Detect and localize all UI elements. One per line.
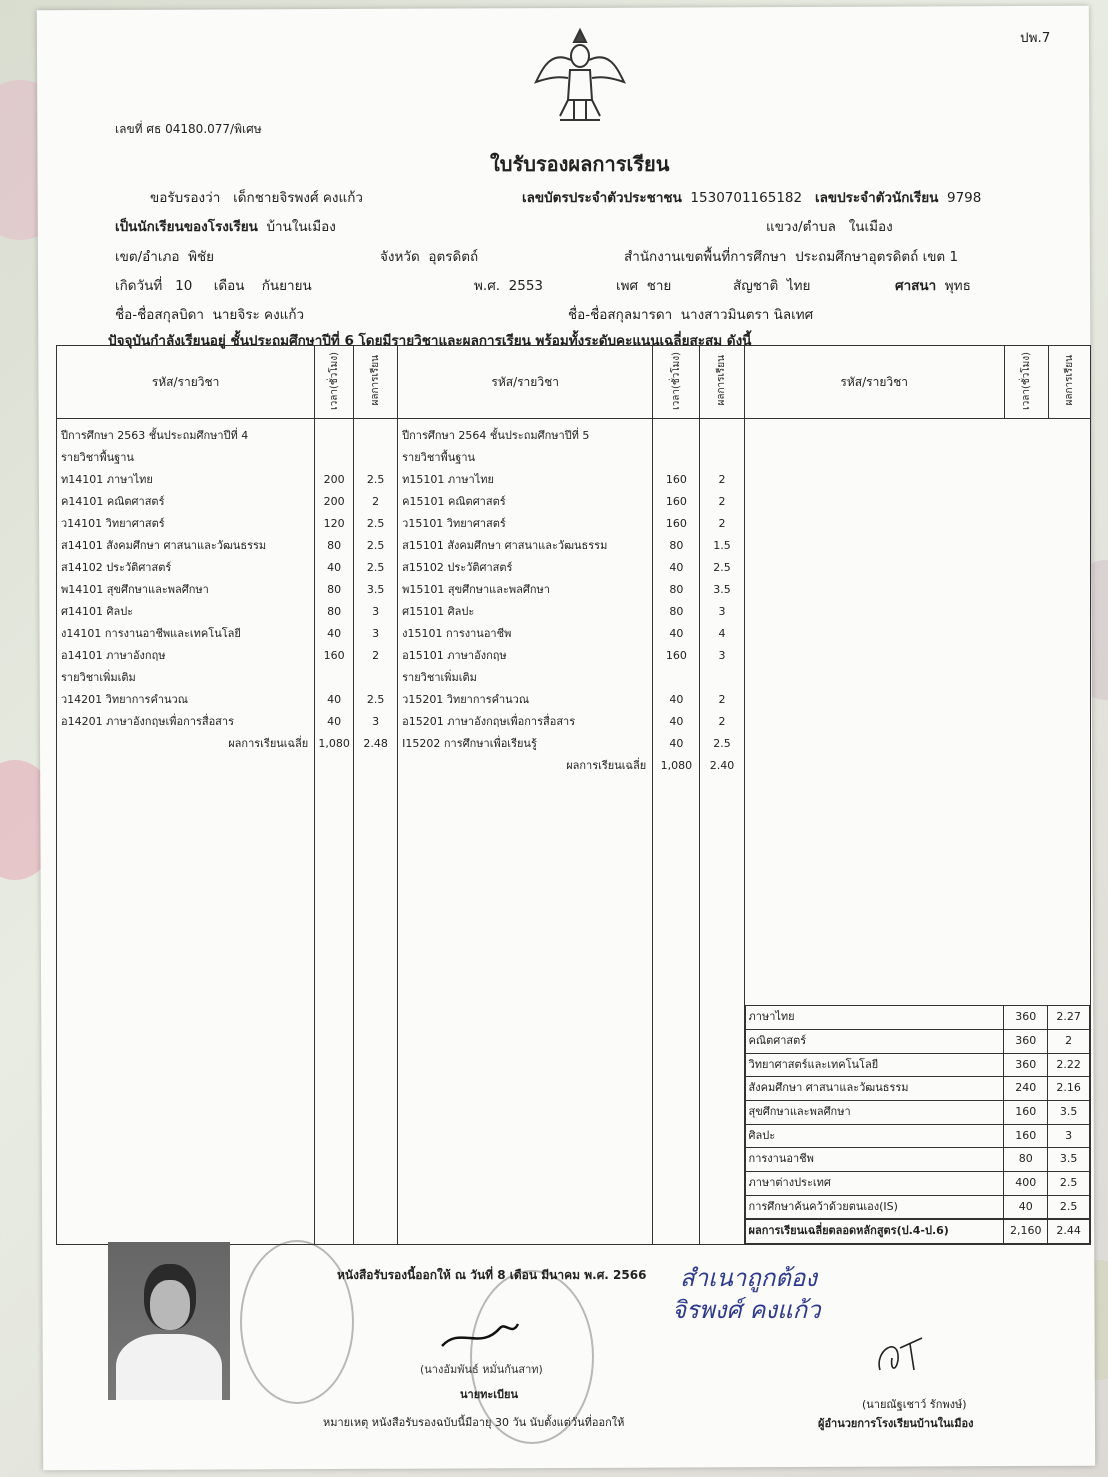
birth-day: 10: [175, 278, 193, 294]
nation-label: สัญชาติ: [733, 278, 779, 294]
subject-entry: ปีการศึกษา 2563 ชั้นประถมศึกษาปีที่ 4: [61, 429, 249, 442]
religion: พุทธ: [944, 278, 971, 294]
grade-value: 2: [718, 495, 726, 508]
hours-value: [315, 447, 353, 469]
summary-row: [745, 1195, 1089, 1219]
birth-line: [115, 274, 312, 296]
year4-grades: [354, 419, 398, 1245]
summary-subject: ศิลปะ: [745, 1124, 1004, 1148]
student-name: เด็กชายจิรพงศ์ คงแก้ว: [233, 190, 363, 206]
document-number: เลขที่ ศธ 04180.077/พิเศษ: [115, 122, 262, 136]
hours-value: 40: [327, 693, 342, 706]
summary-grade: 2.5: [1048, 1195, 1090, 1219]
father-line: [115, 303, 304, 325]
hours-value: 80: [669, 583, 684, 596]
sex-label: เพศ: [616, 278, 639, 294]
grade-value: 3: [372, 605, 380, 618]
summary-grade: 2.5: [1048, 1171, 1090, 1195]
subject-entry: รายวิชาเพิ่มเติม: [402, 671, 477, 684]
school-line: [115, 215, 336, 237]
hours-value: 40: [669, 715, 684, 728]
hours-value: 160: [665, 649, 687, 662]
grade-value: [700, 425, 743, 447]
col-header-subject-2: รหัส/รายวิชา: [398, 346, 653, 419]
born-label: เกิดวันที่: [115, 278, 163, 294]
year4-hours: [315, 419, 354, 1245]
subject-entry: ว15201 วิทยาการคำนวณ: [402, 693, 530, 706]
hours-value: 80: [327, 605, 342, 618]
summary-subject: ภาษาต่างประเทศ: [745, 1171, 1004, 1195]
subject-entry: อ14101 ภาษาอังกฤษ: [61, 649, 166, 662]
grade-value: 2.5: [713, 737, 731, 750]
col-header-hours-2: เวลา(ชั่วโมง): [653, 346, 700, 419]
year4-subjects: [57, 419, 315, 1245]
subject-entry: อ14201 ภาษาอังกฤษเพื่อการสื่อสาร: [61, 715, 234, 728]
hours-value: 40: [669, 561, 684, 574]
grade-value: 2.5: [366, 561, 385, 574]
summary-hours: 240: [1004, 1077, 1048, 1101]
grade-value: 4: [718, 627, 726, 640]
summary-hours: 360: [1004, 1053, 1048, 1077]
hours-value: 160: [665, 473, 687, 486]
subject-entry: ว14101 วิทยาศาสตร์: [61, 517, 165, 530]
district-line: [115, 245, 214, 267]
grade-value: 2.40: [709, 759, 735, 772]
religion-label: ศาสนา: [895, 278, 937, 294]
subject-entry: ท14101 ภาษาไทย: [61, 473, 153, 486]
summary-grade: 3: [1048, 1124, 1090, 1148]
summary-row: [745, 1006, 1089, 1030]
certify-line: [150, 186, 363, 208]
registrar-title: นายทะเบียน: [460, 1388, 519, 1401]
summary-hours: 400: [1004, 1171, 1048, 1195]
grade-value: [354, 425, 397, 447]
province-label: จังหวัด: [380, 249, 420, 265]
registrar-signature-icon: [440, 1316, 520, 1356]
grade-value: 2.5: [366, 539, 385, 552]
grade-value: [354, 447, 397, 469]
year5-hours: [653, 419, 700, 1245]
office-line: [624, 245, 958, 267]
district-label: เขต/อำเภอ: [115, 249, 180, 265]
grade-value: 3: [372, 627, 380, 640]
summary-grade: 3.5: [1048, 1148, 1090, 1172]
hours-value: 1,080: [318, 737, 350, 750]
subject-entry: พ15101 สุขศึกษาและพลศึกษา: [402, 583, 550, 596]
col-header-subject-3: รหัส/รายวิชา: [744, 346, 1004, 419]
grade-value: 2.5: [366, 517, 385, 530]
summary-subject: การงานอาชีพ: [745, 1148, 1004, 1172]
nationality: ไทย: [786, 278, 811, 294]
col-header-grade-2: ผลการเรียน: [700, 346, 744, 419]
summary-grade: 2.27: [1048, 1006, 1090, 1030]
subdistrict: ในเมือง: [848, 219, 893, 235]
subject-entry: ค14101 คณิตศาสตร์: [61, 495, 165, 508]
grade-value: 2: [718, 693, 726, 706]
mother-label: ชื่อ-ชื่อสกุลมารดา: [568, 307, 673, 323]
summary-grade: 2.16: [1048, 1077, 1090, 1101]
hours-value: [653, 667, 699, 689]
page-title: ใบรับรองผลการเรียน: [490, 152, 670, 176]
mother-line: [568, 303, 813, 325]
hours-value: 160: [323, 649, 345, 662]
subdistrict-line: [766, 215, 893, 237]
summary-row: [745, 1124, 1089, 1148]
summary-subject: ภาษาไทย: [745, 1006, 1004, 1030]
summary-row: [745, 1171, 1089, 1195]
summary-hours: 160: [1004, 1100, 1048, 1124]
subject-entry: ว15101 วิทยาศาสตร์: [402, 517, 506, 530]
hours-value: 40: [669, 693, 684, 706]
subdistrict-label: แขวง/ตำบล: [766, 219, 836, 235]
hours-value: 40: [669, 737, 684, 750]
subject-entry: ส15101 สังคมศึกษา ศาสนาและวัฒนธรรม: [402, 539, 608, 552]
summary-hours: 360: [1004, 1029, 1048, 1053]
subject-entry: พ14101 สุขศึกษาและพลศึกษา: [61, 583, 209, 596]
grade-value: [700, 667, 743, 689]
hours-value: 1,080: [660, 759, 693, 772]
hours-value: [653, 447, 699, 469]
subject-entry: รายวิชาพื้นฐาน: [61, 451, 134, 464]
office: ประถมศึกษาอุตรดิตถ์ เขต 1: [795, 249, 959, 265]
summary-row: [745, 1053, 1089, 1077]
summary-subject: การศึกษาค้นคว้าด้วยตนเอง(IS): [745, 1195, 1004, 1219]
grade-value: [700, 447, 743, 469]
hours-value: [315, 425, 353, 447]
subject-entry: ปีการศึกษา 2564 ชั้นประถมศึกษาปีที่ 5: [402, 429, 590, 442]
district: พิชัย: [188, 249, 215, 265]
subject-entry: ง14101 การงานอาชีพและเทคโนโลยี: [61, 627, 241, 640]
summary-row: [745, 1148, 1089, 1172]
issued-date: หนังสือรับรองนี้ออกให้ ณ วันที่ 8 เดือน มีนาคม พ.ศ. 2566: [337, 1268, 647, 1282]
grade-value: 2: [372, 649, 380, 662]
hours-value: 200: [323, 495, 345, 508]
school-seal-icon: [240, 1240, 354, 1404]
validity-note: หมายเหตุ หนังสือรับรองฉบับนี้มีอายุ 30 วัน นับตั้งแต่วันที่ออกให้: [323, 1416, 625, 1429]
grade-value: 2: [372, 495, 380, 508]
summary-hours: 2,160: [1004, 1219, 1048, 1243]
mother-name: นางสาวมินตรา นิลเทศ: [680, 307, 814, 323]
summary-hours: 160: [1004, 1124, 1048, 1148]
father-label: ชื่อ-ชื่อสกุลบิดา: [115, 307, 205, 323]
director-title: ผู้อำนวยการโรงเรียนบ้านในเมือง: [818, 1417, 974, 1430]
school-name: บ้านในเมือง: [266, 219, 336, 235]
director-name: (นายณัฐเชาว์ รักพงษ์): [862, 1398, 967, 1411]
handwritten-certified-copy: สำเนาถูกต้อง: [680, 1264, 817, 1292]
summary-grade: 2.22: [1048, 1053, 1090, 1077]
col-header-subject-1: รหัส/รายวิชา: [57, 346, 315, 419]
subject-entry: ค15101 คณิตศาสตร์: [402, 495, 506, 508]
hours-value: 80: [669, 605, 684, 618]
id-line: [522, 186, 981, 208]
subject-entry: ส14101 สังคมศึกษา ศาสนาและวัฒนธรรม: [61, 539, 267, 552]
form-code: ปพ.7: [1020, 30, 1051, 46]
school-label: เป็นนักเรียนของโรงเรียน: [115, 219, 258, 235]
grade-value: 3.5: [366, 583, 385, 596]
summary-row: [745, 1077, 1089, 1101]
grade-value: 2: [718, 715, 726, 728]
office-label: สำนักงานเขตพื้นที่การศึกษา: [624, 249, 787, 265]
summary-total-row: [745, 1219, 1089, 1243]
subject-entry: ส14102 ประวัติศาสตร์: [61, 561, 172, 574]
subject-entry: ศ15101 ศิลปะ: [402, 605, 475, 618]
summary-subject: สุขศึกษาและพลศึกษา: [745, 1100, 1004, 1124]
religion-line: [895, 274, 971, 296]
student-photo: [108, 1242, 230, 1400]
summary-hours: 40: [1004, 1195, 1048, 1219]
director-signature-icon: [870, 1330, 930, 1380]
subject-entry: รายวิชาเพิ่มเติม: [61, 671, 136, 684]
birth-month: กันยายน: [261, 278, 312, 294]
handwritten-signature-name: จิรพงศ์ คงแก้ว: [672, 1296, 821, 1324]
year5-subjects: [398, 419, 653, 1245]
grade-value: 3.5: [713, 583, 731, 596]
registrar-name: (นางอัมพันธ์ หมั่นกันสาท): [420, 1363, 543, 1376]
subject-entry: อ15201 ภาษาอังกฤษเพื่อการสื่อสาร: [402, 715, 576, 728]
summary-subject: สังคมศึกษา ศาสนาและวัฒนธรรม: [745, 1077, 1004, 1101]
hours-value: 40: [327, 627, 342, 640]
col-header-hours-1: เวลา(ชั่วโมง): [315, 346, 354, 419]
subject-entry: ผลการเรียนเฉลี่ย: [566, 759, 647, 772]
col-header-hours-3: เวลา(ชั่วโมง): [1004, 346, 1048, 419]
subject-entry: ส15102 ประวัติศาสตร์: [402, 561, 513, 574]
grade-value: 2.5: [713, 561, 731, 574]
student-number: 9798: [947, 190, 982, 206]
summary-subject: วิทยาศาสตร์และเทคโนโลยี: [745, 1053, 1004, 1077]
summary-subject: คณิตศาสตร์: [745, 1029, 1004, 1053]
summary-row: [745, 1029, 1089, 1053]
grade-value: 2.48: [363, 737, 388, 750]
year5-grades: [700, 419, 744, 1245]
subject-entry: ผลการเรียนเฉลี่ย: [228, 737, 309, 750]
subject-entry: ท15101 ภาษาไทย: [402, 473, 494, 486]
sex-line: [616, 274, 671, 296]
summary-column: [744, 419, 1090, 1245]
birth-year-line: [474, 274, 543, 296]
sex: ชาย: [646, 278, 672, 294]
summary-grade: 3.5: [1048, 1100, 1090, 1124]
hours-value: 40: [669, 627, 684, 640]
grade-value: [354, 667, 397, 689]
id-number: 1530701165182: [690, 190, 803, 206]
certify-label: ขอรับรองว่า: [150, 190, 221, 206]
hours-value: 40: [327, 561, 342, 574]
hours-value: 160: [665, 517, 687, 530]
subject-entry: รายวิชาพื้นฐาน: [402, 451, 476, 464]
grades-table: [56, 345, 1091, 1245]
subject-entry: ว14201 วิทยาการคำนวณ: [61, 693, 188, 706]
col-header-grade-3: ผลการเรียน: [1048, 346, 1090, 419]
grade-value: 3: [718, 605, 726, 618]
nationality-line: [733, 274, 810, 296]
month-label: เดือน: [213, 278, 245, 294]
province: อุตรดิตถ์: [428, 249, 479, 265]
current-study-line: ปัจจุบันกำลังเรียนอยู่ ชั้นประถมศึกษาปีที่ 6 โดยมีรายวิชาและผลการเรียน พร้อมทั้งระดับคะแนนเฉลี่ยสะสม ดังนี้: [108, 333, 752, 349]
summary-table: [745, 1005, 1090, 1244]
year-label: พ.ศ.: [474, 278, 501, 294]
hours-value: 40: [327, 715, 342, 728]
summary-hours: 80: [1004, 1148, 1048, 1172]
subject-entry: I15202 การศึกษาเพื่อเรียนรู้: [402, 737, 537, 750]
birth-year: 2553: [508, 278, 544, 294]
father-name: นายจิระ คงแก้ว: [212, 307, 305, 323]
grade-value: 2: [718, 517, 726, 530]
summary-hours: 360: [1004, 1006, 1048, 1030]
subject-entry: ง15101 การงานอาชีพ: [402, 627, 512, 640]
grade-value: 2.5: [366, 693, 385, 706]
id-label: เลขบัตรประจำตัวประชาชน: [522, 190, 682, 206]
hours-value: 80: [327, 539, 342, 552]
grade-value: 2.5: [366, 473, 385, 486]
summary-subject: ผลการเรียนเฉลี่ยตลอดหลักสูตร(ป.4-ป.6): [745, 1219, 1004, 1243]
student-no-label: เลขประจำตัวนักเรียน: [814, 190, 939, 206]
subject-entry: ศ14101 ศิลปะ: [61, 605, 134, 618]
col-header-grade-1: ผลการเรียน: [354, 346, 398, 419]
subject-entry: อ15101 ภาษาอังกฤษ: [402, 649, 507, 662]
hours-value: 80: [669, 539, 684, 552]
grade-value: 1.5: [713, 539, 731, 552]
summary-grade: 2.44: [1048, 1219, 1090, 1243]
hours-value: 80: [327, 583, 342, 596]
summary-grade: 2: [1048, 1029, 1090, 1053]
hours-value: [315, 667, 353, 689]
summary-row: [745, 1100, 1089, 1124]
grade-value: 3: [372, 715, 380, 728]
hours-value: 200: [323, 473, 345, 486]
grade-value: 2: [718, 473, 726, 486]
garuda-emblem-icon: [530, 20, 630, 130]
hours-value: 160: [665, 495, 687, 508]
hours-value: [653, 425, 699, 447]
province-line: [380, 245, 478, 267]
grade-value: 3: [718, 649, 726, 662]
hours-value: 120: [323, 517, 345, 530]
